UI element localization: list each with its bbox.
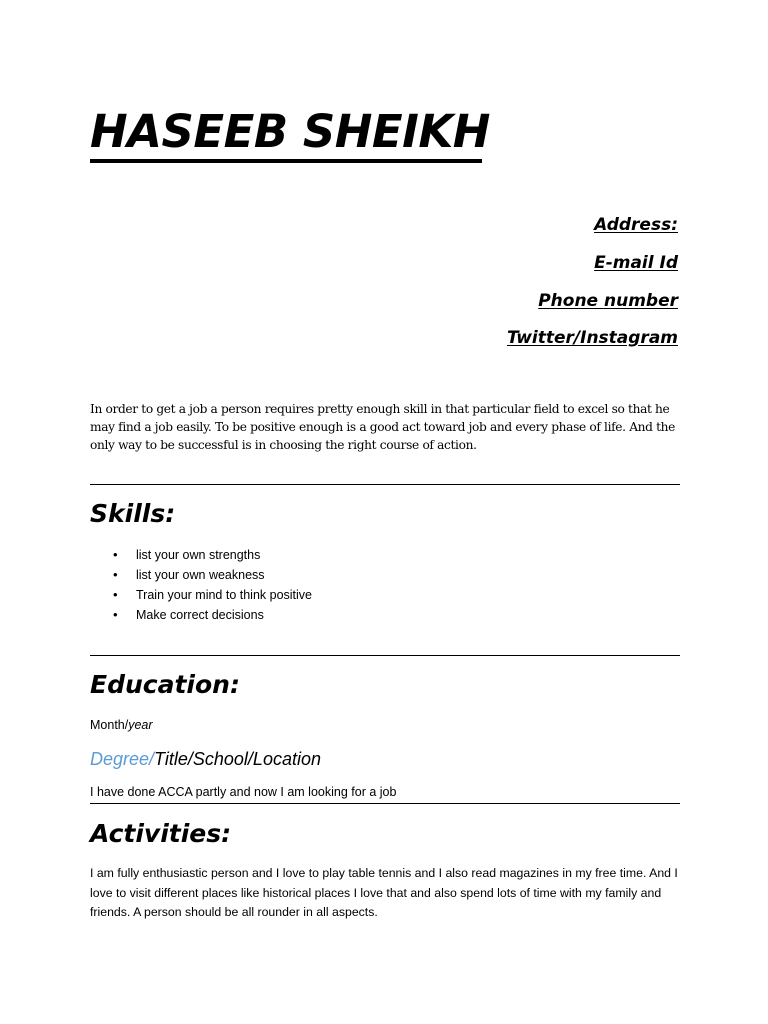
skill-text: list your own weakness [136, 568, 265, 582]
education-month: Month/ [90, 718, 129, 732]
education-degree-line [90, 747, 321, 771]
summary-paragraph: In order to get a job a person requires pretty enough skill in that particular field to excel so that he may find a job easily. To be positive enough is a good act toward job and every phase of life. And the only way to be successful is in choosing the right course of action. [90, 402, 676, 452]
contact-phone: Phone number [538, 291, 678, 311]
bullet-icon: • [113, 607, 118, 622]
skill-text: Make correct decisions [136, 608, 264, 622]
education-description: I have done ACCA partly and now I am looking for a job [90, 785, 397, 799]
contact-email: E-mail Id [594, 253, 678, 273]
name-underline [90, 159, 482, 163]
education-date [90, 716, 153, 734]
skill-text: list your own strengths [136, 548, 261, 562]
section-divider-activities [90, 803, 680, 804]
bullet-icon: • [113, 567, 118, 582]
education-year: year [128, 718, 153, 732]
list-item [90, 545, 312, 565]
contact-social: Twitter/Instagram [506, 328, 678, 348]
section-divider-education [90, 655, 680, 656]
skills-heading: Skills: [90, 499, 176, 528]
list-item [90, 585, 312, 605]
skill-text: Train your mind to think positive [136, 588, 313, 602]
activities-heading: Activities: [90, 819, 232, 848]
degree-details: Title/School/Location [154, 749, 321, 769]
education-heading: Education: [90, 670, 240, 699]
contact-address: Address: [594, 215, 678, 235]
bullet-icon: • [113, 587, 118, 602]
list-item [90, 605, 312, 625]
section-divider-skills [90, 484, 680, 485]
list-item [90, 565, 312, 585]
resume-name: HASEEB SHEIKH [90, 105, 490, 158]
bullet-icon: • [113, 547, 118, 562]
degree-label: Degree/ [90, 749, 155, 769]
skills-list [90, 545, 312, 625]
activities-description: I am fully enthusiastic person and I love to play table tennis and I also read magazines in my free time. And I love to visit different places like historical places I love that and also spend lots of time with my family and friends. A person should be all rounder in all aspects. [90, 866, 678, 919]
